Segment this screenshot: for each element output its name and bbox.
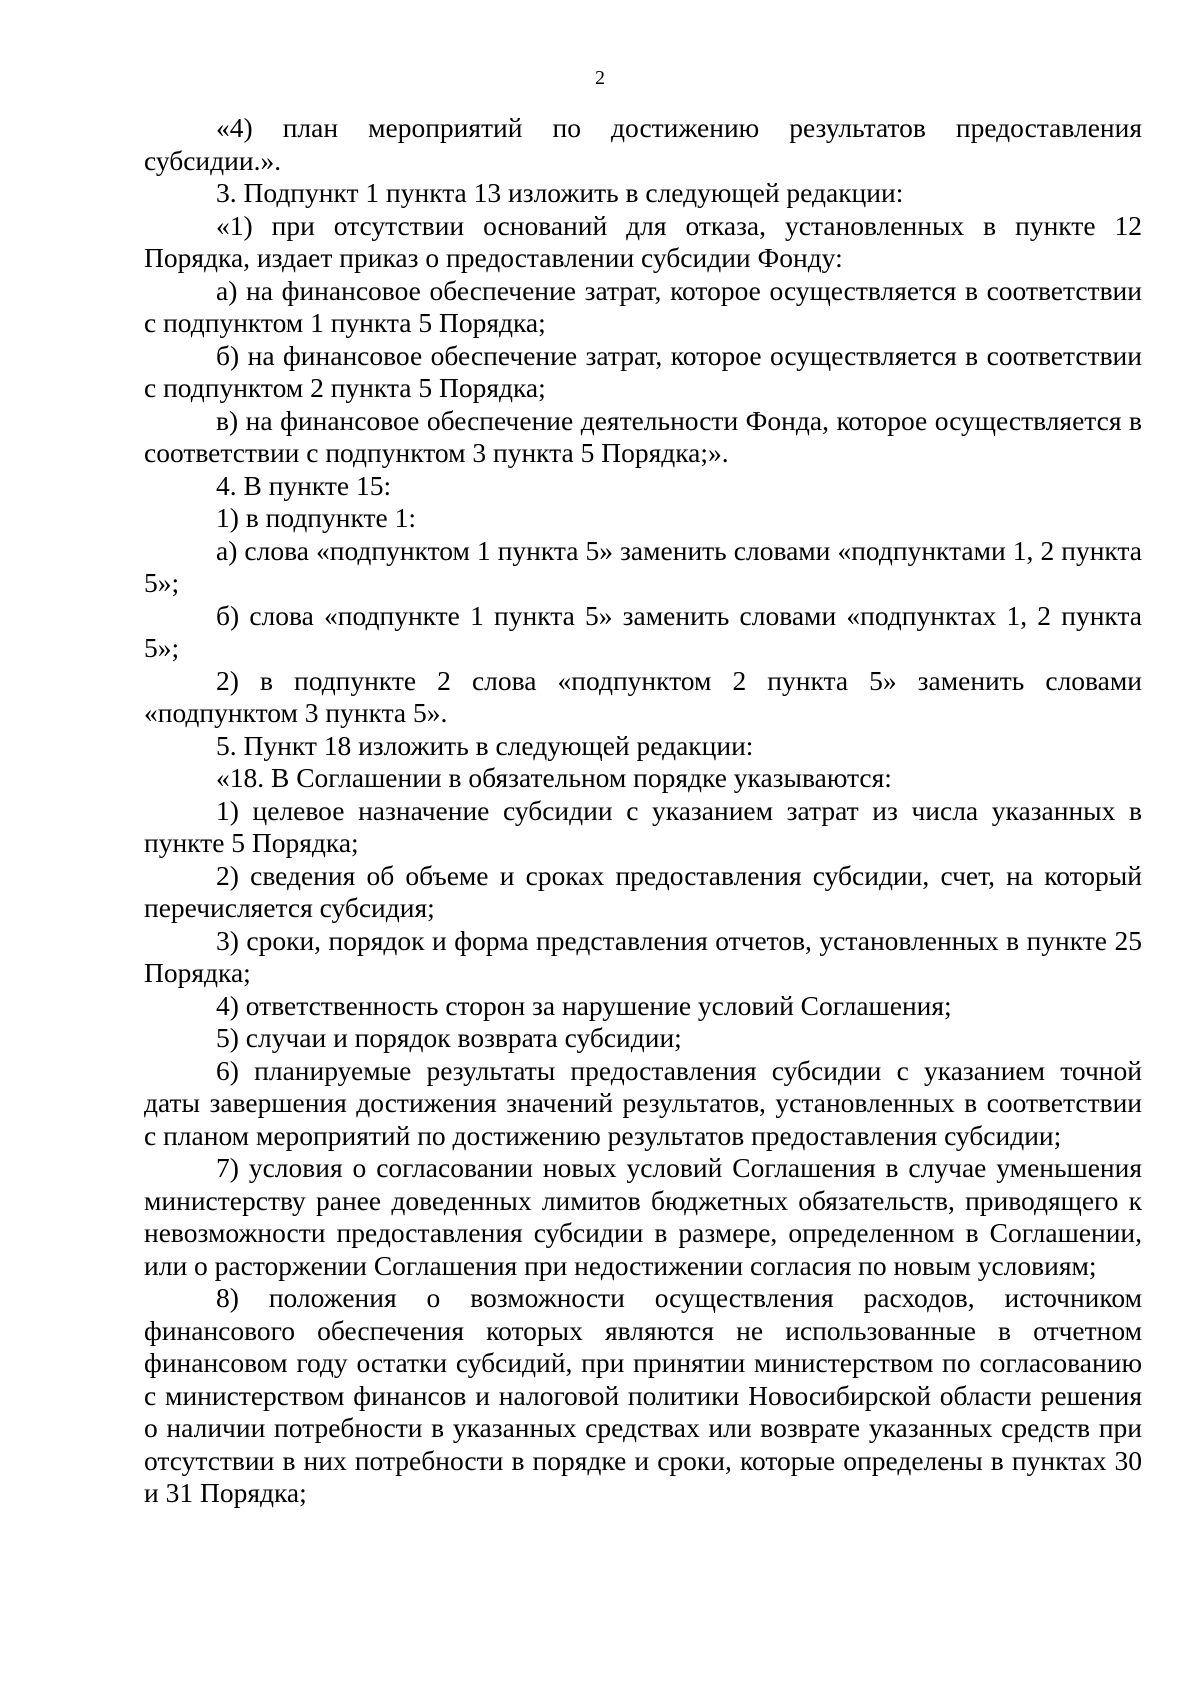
paragraph: 7) условия о согласовании новых условий Соглашения в случае уменьшения министерству ранее доведенных лимитов бюджетных обязательств, приводящего к невозможности предоставления субсидии в размере, определенном в Соглашении, или о расторжении Соглашения при недостижении согласия по новым условиям;	[144, 1152, 1142, 1281]
paragraph: 4) ответственность сторон за нарушение условий Соглашения;	[216, 989, 952, 1021]
paragraph: «4) план мероприятий по достижению результатов предоставления субсидии.».	[144, 112, 1142, 176]
paragraph: б) слова «подпункте 1 пункта 5» заменить словами «подпунктах 1, 2 пункта 5»;	[144, 599, 1142, 663]
paragraph: 6) планируемые результаты предоставления субсидии с указанием точной даты завершения достижения значений результатов, установленных в соответствии с планом мероприятий по достижению результатов предоставления субсидии;	[144, 1054, 1142, 1151]
paragraph: «1) при отсутствии оснований для отказа, установленных в пункте 12 Порядка, издает приказ о предоставлении субсидии Фонду:	[144, 209, 1142, 273]
page-number: 2	[595, 67, 605, 89]
paragraph: 2) сведения об объеме и сроках предоставления субсидии, счет, на который перечисляется субсидия;	[144, 859, 1142, 923]
paragraph: в) на финансовое обеспечение деятельности Фонда, которое осуществляется в соответствии с подпунктом 3 пункта 5 Порядка;».	[144, 404, 1142, 468]
paragraph: 2) в подпункте 2 слова «подпунктом 2 пункта 5» заменить словами «подпунктом 3 пункта 5».	[144, 664, 1142, 728]
paragraph: 3) сроки, порядок и форма представления отчетов, установленных в пункте 25 Порядка;	[144, 924, 1142, 988]
paragraph: а) слова «подпунктом 1 пункта 5» заменить словами «подпунктами 1, 2 пункта 5»;	[144, 534, 1142, 598]
paragraph: 5) случаи и порядок возврата субсидии;	[216, 1022, 682, 1053]
paragraph: 8) положения о возможности осуществления расходов, источником финансового обеспечения которых являются не использованные в отчетном финансовом году остатки субсидий, при принятии министерством по согласованию с министерством финансов и налоговой политики Новосибирской области решения о наличии потребности в указанных средствах или возврате указанных средств при отсутствии в них потребности в порядке и сроки, которые определены в пунктах 30 и 31 Порядка;	[144, 1282, 1142, 1508]
paragraph: 1) целевое назначение субсидии с указанием затрат из числа указанных в пункте 5 Порядка;	[144, 794, 1142, 858]
paragraph: а) на финансовое обеспечение затрат, которое осуществляется в соответствии с подпунктом 1 пункта 5 Порядка;	[144, 274, 1142, 338]
paragraph: 1) в подпункте 1:	[216, 502, 416, 533]
paragraph: «18. В Соглашении в обязательном порядке указываются:	[216, 762, 892, 793]
paragraph: б) на финансовое обеспечение затрат, которое осуществляется в соответствии с подпунктом 2 пункта 5 Порядка;	[144, 339, 1142, 403]
paragraph: 5. Пункт 18 изложить в следующей редакции:	[216, 729, 754, 761]
document-body	[144, 112, 1142, 1510]
paragraph: 3. Подпункт 1 пункта 13 изложить в следующей редакции:	[216, 177, 904, 208]
paragraph: 4. В пункте 15:	[216, 469, 392, 501]
